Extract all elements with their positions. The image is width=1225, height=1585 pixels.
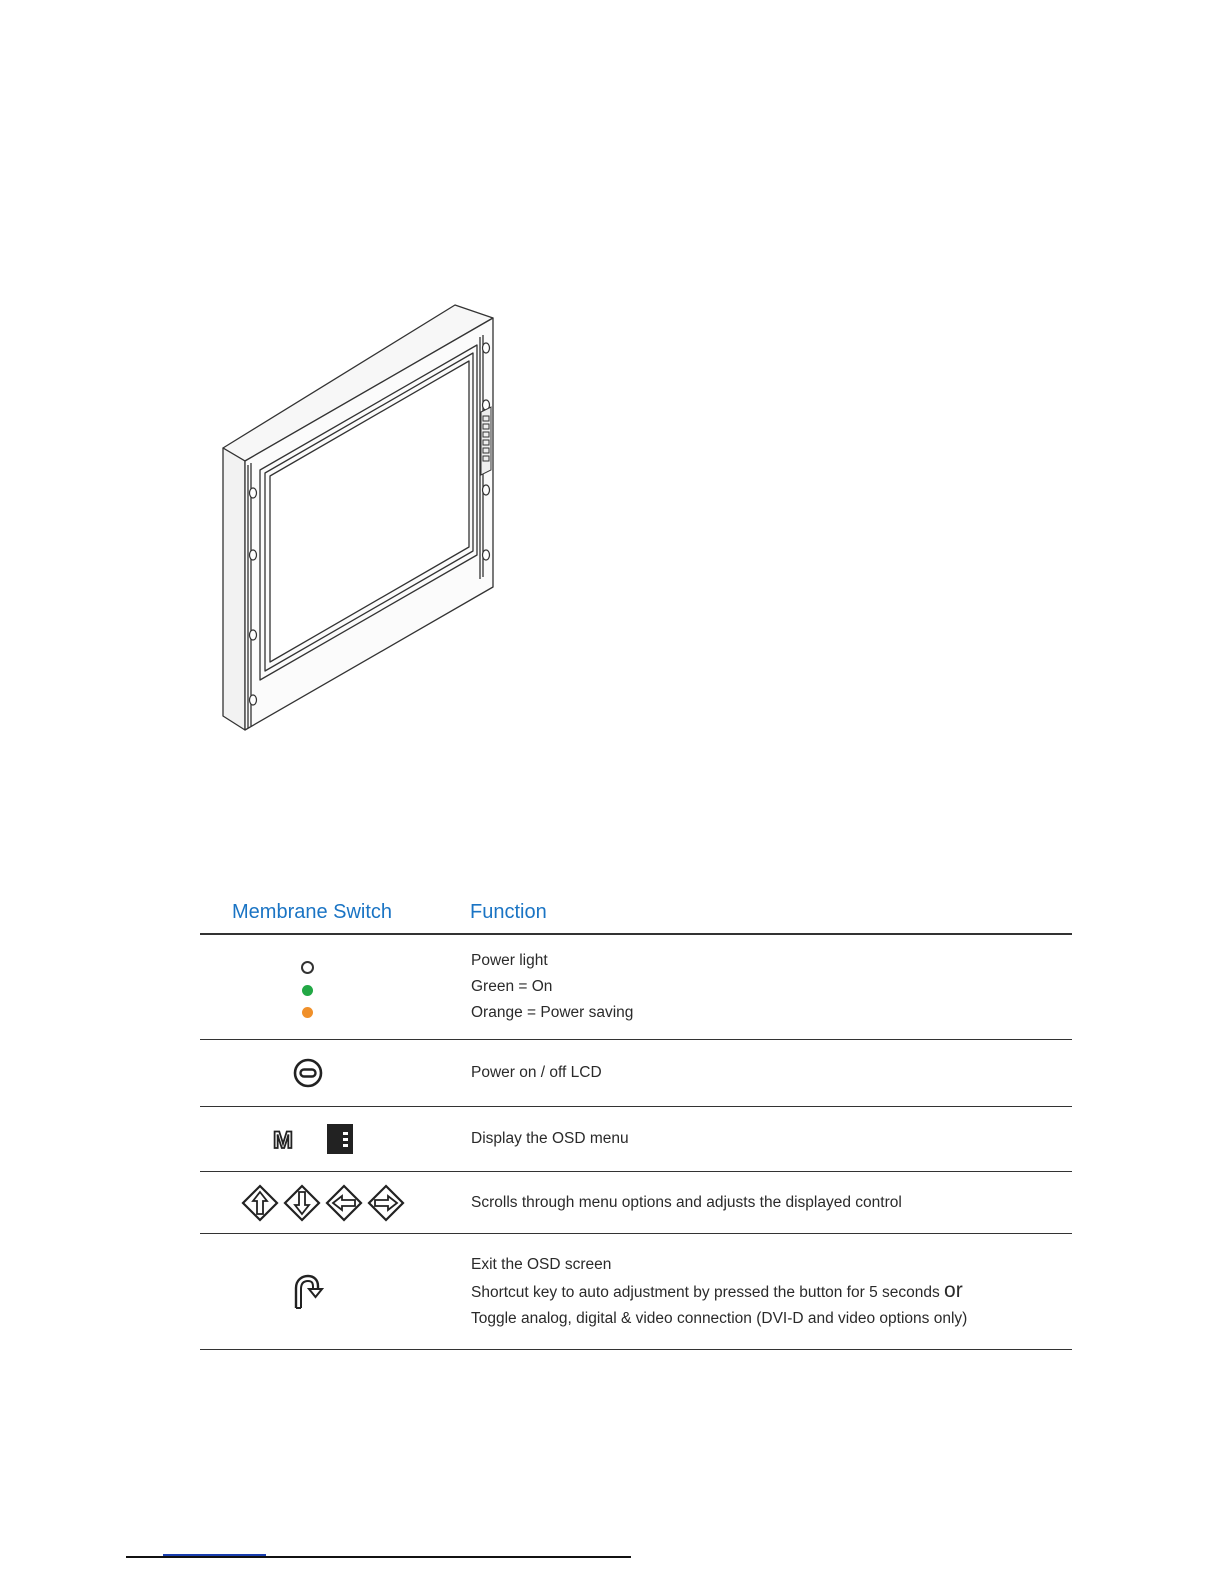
- table-row-power-button: [200, 1040, 1072, 1107]
- function-line: Display the OSD menu: [471, 1130, 629, 1147]
- footer-rule-accent: [163, 1554, 266, 1556]
- function-line: Power on / off LCD: [471, 1064, 602, 1081]
- table-row-power-light: [200, 935, 1072, 1040]
- arrow-up-icon: [241, 1184, 279, 1222]
- membrane-switch-header: Membrane Switch: [232, 901, 393, 923]
- table-row-menu: [200, 1107, 1072, 1172]
- function-header: Function: [470, 901, 547, 923]
- or-text: or: [944, 1278, 963, 1302]
- exit-function: [471, 1234, 967, 1349]
- arrow-right-icon: [367, 1184, 405, 1222]
- power-light-function: [471, 935, 633, 1039]
- table-row-exit: [200, 1234, 1072, 1350]
- exit-icon-cell: [200, 1234, 415, 1349]
- menu-m-icon: [272, 1128, 300, 1150]
- menu-function: [471, 1107, 629, 1171]
- function-line-with-or: [471, 1278, 967, 1306]
- power-button-icon-cell: [200, 1040, 415, 1106]
- exit-return-icon: [290, 1272, 326, 1312]
- footer-rule: [126, 1556, 631, 1558]
- menu-m-letter: M: [272, 1128, 293, 1150]
- menu-icon-cell: [200, 1107, 415, 1171]
- function-line: Green = On: [471, 978, 553, 995]
- arrows-function: [471, 1172, 902, 1233]
- table-header: [200, 895, 1072, 935]
- power-button-icon: [291, 1056, 325, 1090]
- function-line: Scrolls through menu options and adjusts the displayed control: [471, 1193, 902, 1211]
- function-line-text: Shortcut key to auto adjustment by pressed the button for 5 seconds: [471, 1283, 940, 1301]
- function-line: Power light: [471, 952, 548, 969]
- arrow-keys-icon-cell: [200, 1172, 415, 1233]
- function-line: Orange = Power saving: [471, 1004, 634, 1021]
- table-row-arrows: [200, 1172, 1072, 1234]
- arrow-down-icon: [283, 1184, 321, 1222]
- function-line: Toggle analog, digital & video connection (DVI-D and video options only): [471, 1309, 968, 1327]
- menu-page-icon: [326, 1123, 354, 1155]
- rack-lcd-monitor-illustration: [215, 300, 505, 740]
- power-light-off-icon: [301, 961, 314, 974]
- power-light-orange-icon: [302, 1007, 313, 1018]
- power-light-icon-cell: [200, 935, 415, 1039]
- membrane-switch-table: [200, 895, 1072, 1350]
- power-light-green-icon: [302, 985, 313, 996]
- arrow-left-icon: [325, 1184, 363, 1222]
- power-button-function: [471, 1040, 602, 1106]
- function-line: Exit the OSD screen: [471, 1255, 612, 1273]
